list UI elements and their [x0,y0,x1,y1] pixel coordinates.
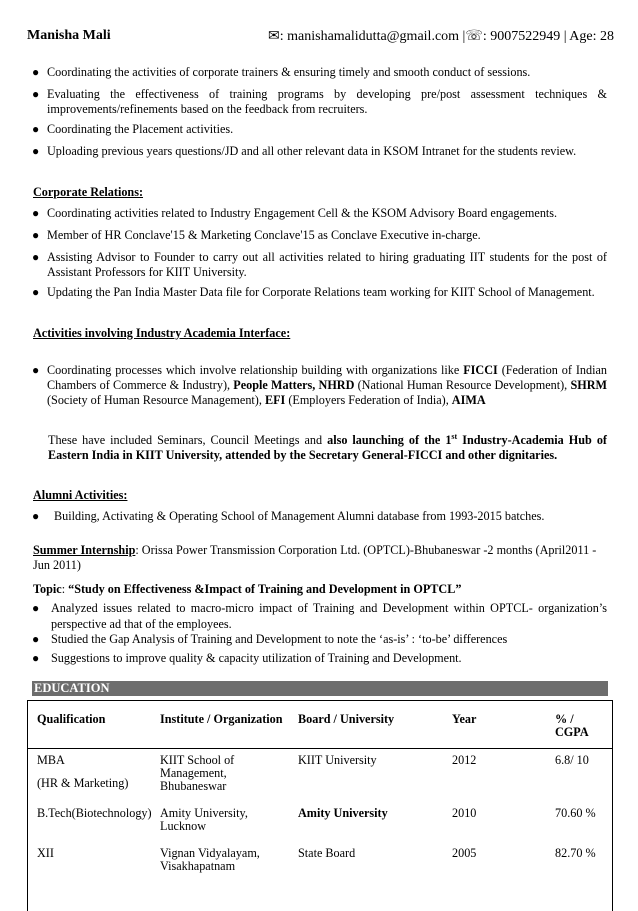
list-item: ● Uploading previous years questions/JD and all other relevant data in KSOM Intranet for the students review. [32,144,577,158]
bullet-icon: ● [32,206,40,220]
table-cell: 82.70 % [555,846,596,860]
list-item: ● Building, Activating & Operating School of Management Alumni database from 1993-2015 batches. [32,509,545,523]
list-item: ● Coordinating the Placement activities. [32,122,234,136]
academia-hub-paragraph: These have included Seminars, Council Meetings and also launching of the 1st Industry-Academia Hub of Eastern India in KIIT University, attended by the Secretary General-FICCI and other dignitaries. [48,431,607,462]
column-header: Qualification [37,712,106,726]
column-header: % / CGPA [555,712,589,739]
section-heading-alumni: Alumni Activities: [33,488,128,502]
bullet-icon: ● [32,363,40,377]
bullet-icon: ● [32,601,40,615]
internship-line: Summer Internship: Orissa Power Transmission Corporation Ltd. (OPTCL)-Bhubaneswar -2 months (April2011 - Jun 2011) [33,543,597,572]
bullet-icon: ● [32,250,40,264]
list-item: ● Coordinating activities related to Industry Engagement Cell & the KSOM Advisory Board engagements. [32,206,558,220]
list-item: ● Studied the Gap Analysis of Training and Development to note the ‘as-is’ : ‘to-be’ differences [32,632,508,646]
list-item [32,363,607,408]
section-heading-academia: Activities involving Industry Academia Interface: [33,326,291,340]
contact-info: ✉: manishamalidutta@gmail.com |☏: 9007522949 | Age: 28 [268,29,614,44]
list-item: ● Suggestions to improve quality & capacity utilization of Training and Development. [32,651,462,665]
column-header: Year [452,712,477,726]
table-cell: 2005 [452,846,477,860]
table-cell: Amity University [298,806,388,820]
list-item: ● Member of HR Conclave'15 & Marketing Conclave'15 as Conclave Executive in-charge. [32,228,481,242]
column-header: Institute / Organization [160,712,283,726]
bullet-icon: ● [32,651,40,665]
table-cell: MBA [37,753,65,767]
list-item: ● Evaluating the effectiveness of training programs by developing pre/post assessment techniques & improvements/refinements based on the feedback from recruiters. [32,87,607,116]
list-item: ● Assisting Advisor to Founder to carry out all activities related to hiring graduating IIT students for the post of Assistant Professors for KIIT University. [32,250,607,279]
table-cell: KIIT School of Management, Bhubaneswar [160,753,235,793]
table-cell: XII [37,846,54,860]
bullet-icon: ● [32,509,40,523]
bullet-icon: ● [32,65,40,79]
table-cell: 2010 [452,806,477,820]
table-divider [28,748,612,749]
column-header: Board / University [298,712,395,726]
list-item: ● Coordinating the activities of corporate trainers & ensuring timely and smooth conduct of sessions. [32,65,531,79]
candidate-name: Manisha Mali [27,28,111,43]
bullet-icon: ● [32,228,40,242]
section-heading-corporate: Corporate Relations: [33,185,144,199]
bullet-icon: ● [32,285,40,299]
academia-paragraph: Coordinating processes which involve relationship building with organizations like FICCI (Federation of Indian Chambers of Commerce & Industry), People Matters, NHRD (National Human Resource Development), SHRM (Society of Human Resource Management), EFI (Employers Federation of India), AIMA [47,363,607,407]
bullet-icon: ● [32,632,40,646]
table-cell: 2012 [452,753,477,767]
table-cell: Amity University, Lucknow [160,806,248,833]
list-item: ● Updating the Pan India Master Data file for Corporate Relations team working for KIIT School of Management. [32,285,595,299]
table-cell: State Board [298,846,356,860]
bullet-icon: ● [32,122,40,136]
bullet-icon: ● [32,87,40,101]
education-heading: EDUCATION [32,681,608,696]
internship-topic: Topic: “Study on Effectiveness &Impact of Training and Development in OPTCL” [33,582,462,596]
table-cell: 6.8/ 10 [555,753,589,767]
education-table [27,700,613,911]
table-cell: KIIT University [298,753,377,767]
table-cell: Vignan Vidyalayam, Visakhapatnam [160,846,260,873]
table-cell: (HR & Marketing) [37,776,129,790]
list-item: ● Analyzed issues related to macro-micro impact of Training and Development within OPTCL- organization’s perspective ad that of the employees. [32,601,607,631]
table-cell: 70.60 % [555,806,596,820]
bullet-icon: ● [32,144,40,158]
table-cell: B.Tech(Biotechnology) [37,806,152,820]
